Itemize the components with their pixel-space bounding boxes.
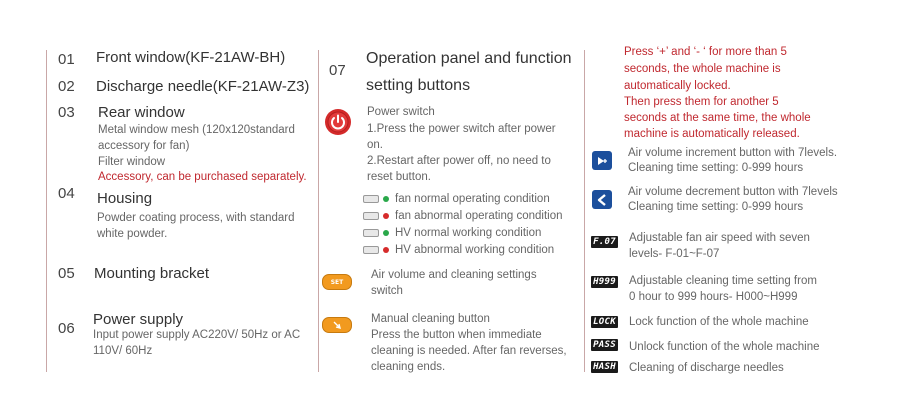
item-desc: accessory for fan) [98,140,190,152]
lcd-display-icon: LOCK [591,316,618,328]
row-desc: Cleaning time setting: 0-999 hours [628,201,804,213]
status-dot [383,230,389,236]
item-note: Accessory, can be purchased separately. [98,171,307,183]
minus-arrow-icon[interactable] [592,190,612,209]
item-number: 06 [58,320,75,337]
row-desc: Cleaning of discharge needles [629,362,784,374]
row-desc: Air volume decrement button with 7levels [628,186,838,198]
row-desc: Adjustable fan air speed with seven [629,232,810,244]
section-title: Operation panel and function [366,50,572,67]
item-desc: white powder. [97,228,168,240]
item-title: Discharge needle(KF-21AW-Z3) [96,78,310,95]
led-label: fan abnormal operating condition [395,210,563,222]
item-title: Front window(KF-21AW-BH) [96,49,286,66]
item-number: 05 [58,265,75,282]
status-dot [383,213,389,219]
row-desc: Air volume increment button with 7levels. [628,147,838,159]
power-title: Power switch [367,106,435,118]
section-title: setting buttons [366,77,471,94]
lock-note: seconds at the same time, the whole [624,112,811,124]
lock-note: Press ‘+’ and ‘- ‘ for more than 5 [624,46,787,58]
lock-note: automatically locked. [624,80,731,92]
status-dot [383,196,389,202]
set-desc: Air volume and cleaning settings [371,269,537,281]
power-desc: 1.Press the power switch after power [367,123,556,135]
led-label: HV normal working condition [395,227,542,239]
item-desc: Metal window mesh (120x120standard [98,124,295,136]
plus-arrow-icon[interactable] [592,151,612,170]
lcd-display-icon: PASS [591,339,618,351]
lock-note: machine is automatically released. [624,128,800,140]
row-desc: 0 hour to 999 hours- H000~H999 [629,291,798,303]
led-row [363,227,541,239]
row-desc: Cleaning time setting: 0-999 hours [628,162,804,174]
led-row [363,193,550,205]
divider-left [46,50,47,372]
row-desc: Lock function of the whole machine [629,316,809,328]
lcd-display-icon: HASH [591,361,618,373]
power-desc: on. [367,139,383,151]
item-title: Rear window [98,104,185,121]
item-number: 03 [58,104,75,121]
power-button-icon[interactable] [324,108,352,136]
led-label: fan normal operating condition [395,193,550,205]
item-title: Housing [97,190,153,207]
clean-button-icon[interactable] [322,317,352,333]
row-desc: Unlock function of the whole machine [629,341,820,353]
item-desc: 110V/ 60Hz [93,345,153,357]
item-number: 04 [58,185,75,202]
led-row [363,244,554,256]
led-indicator-icon [363,212,379,220]
led-indicator-icon [363,229,379,237]
item-number: 01 [58,51,75,68]
lock-note: seconds, the whole machine is [624,63,781,75]
lcd-display-icon: F.07 [591,236,618,248]
set-button-icon[interactable] [322,274,352,290]
lcd-display-icon: H999 [591,276,618,288]
clean-desc: Manual cleaning button [371,313,490,325]
led-indicator-icon [363,195,379,203]
lock-note: Then press them for another 5 [624,96,779,108]
set-desc: switch [371,285,403,297]
divider-mid-right [584,50,585,372]
item-desc: Input power supply AC220V/ 50Hz or AC [93,329,301,341]
led-row [363,210,563,222]
row-desc: levels- F-01~F-07 [629,248,720,260]
item-title: Mounting bracket [94,265,210,282]
clean-desc: cleaning is needed. After fan reverses, [371,345,567,357]
item-number: 07 [329,62,346,79]
set-badge: SET [330,278,344,286]
clean-desc: cleaning ends. [371,361,446,373]
item-desc: Powder coating process, with standard [97,212,295,224]
power-desc: 2.Restart after power off, no need to [367,155,551,167]
status-dot [383,247,389,253]
led-indicator-icon [363,246,379,254]
item-desc: Filter window [98,156,166,168]
clean-desc: Press the button when immediate [371,329,542,341]
item-number: 02 [58,78,75,95]
led-label: HV abnormal working condition [395,244,555,256]
power-desc: reset button. [367,171,431,183]
row-desc: Adjustable cleaning time setting from [629,275,817,287]
item-title: Power supply [93,311,184,328]
divider-mid-left [318,50,319,372]
